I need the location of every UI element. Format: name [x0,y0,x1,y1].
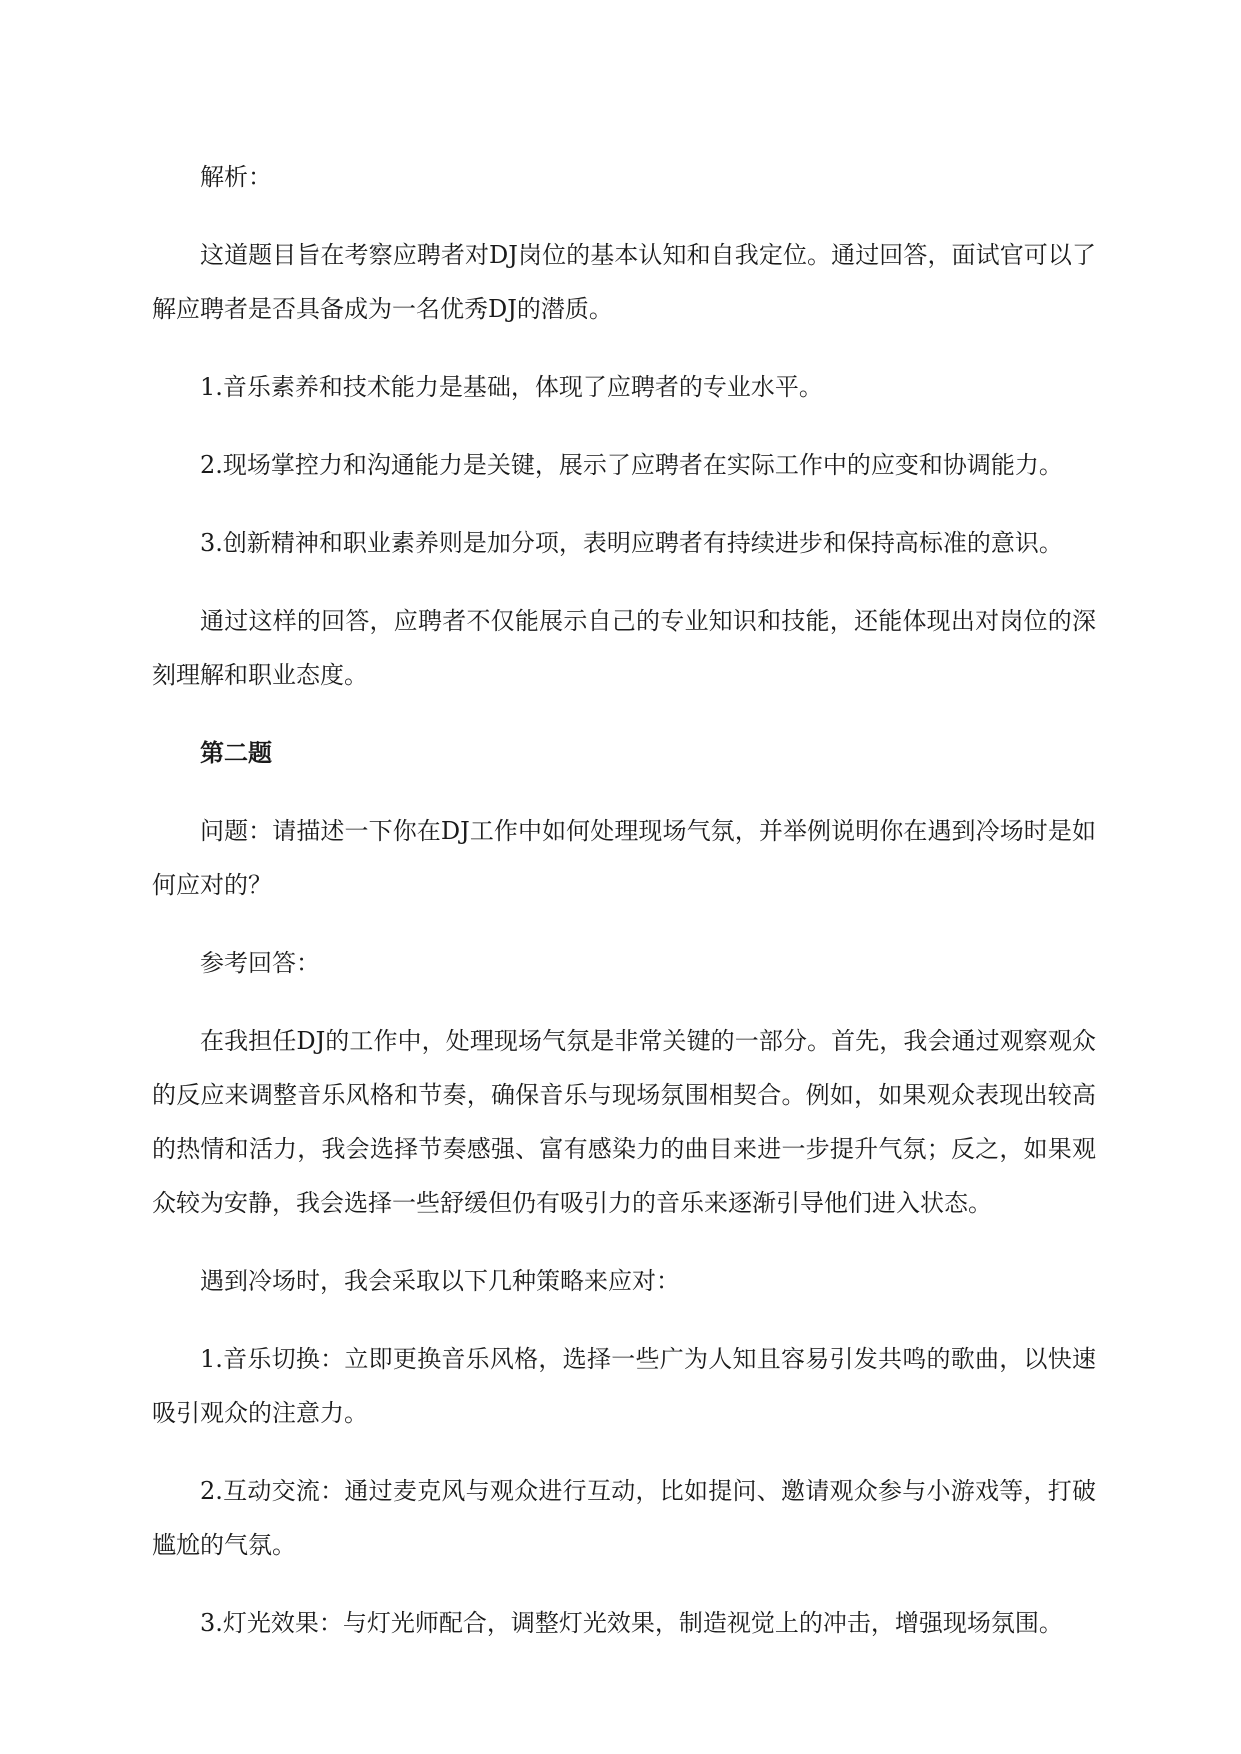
section-heading: 第二题 [200,739,272,767]
paragraph-question: 问题：请描述一下你在DJ工作中如何处理现场气氛，并举例说明你在遇到冷场时是如何应对的？ [152,817,1096,899]
paragraph-analysis-point-3: 3.创新精神和职业素养则是加分项，表明应聘者有持续进步和保持高标准的意识。 [200,529,1063,557]
paragraph-analysis-point-1: 1.音乐素养和技术能力是基础，体现了应聘者的专业水平。 [200,373,823,401]
paragraph-strategy-3: 3.灯光效果：与灯光师配合，调整灯光效果，制造视觉上的冲击，增强现场氛围。 [200,1609,1063,1637]
paragraph-analysis-summary: 通过这样的回答，应聘者不仅能展示自己的专业知识和技能，还能体现出对岗位的深刻理解和职业态度。 [152,607,1096,689]
paragraph-answer-body: 在我担任DJ的工作中，处理现场气氛是非常关键的一部分。首先，我会通过观察观众的反应来调整音乐风格和节奏，确保音乐与现场氛围相契合。例如，如果观众表现出较高的热情和活力，我会选择节奏感强、富有感染力的曲目来进一步提升气氛；反之，如果观众较为安静，我会选择一些舒缓但仍有吸引力的音乐来逐渐引导他们进入状态。 [152,1027,1096,1217]
paragraph-strategy-1: 1.音乐切换：立即更换音乐风格，选择一些广为人知且容易引发共鸣的歌曲，以快速吸引观众的注意力。 [152,1345,1096,1427]
paragraph-answer-label: 参考回答： [200,949,320,977]
paragraph-analysis-intro: 这道题目旨在考察应聘者对DJ岗位的基本认知和自我定位。通过回答，面试官可以了解应聘者是否具备成为一名优秀DJ的潜质。 [152,241,1096,323]
document-body [152,150,1096,1674]
paragraph-strategies-intro: 遇到冷场时，我会采取以下几种策略来应对： [200,1267,680,1295]
paragraph-analysis-label: 解析： [200,163,272,191]
paragraph-strategy-2: 2.互动交流：通过麦克风与观众进行互动，比如提问、邀请观众参与小游戏等，打破尴尬的气氛。 [152,1477,1096,1559]
paragraph-analysis-point-2: 2.现场掌控力和沟通能力是关键，展示了应聘者在实际工作中的应变和协调能力。 [200,451,1063,479]
